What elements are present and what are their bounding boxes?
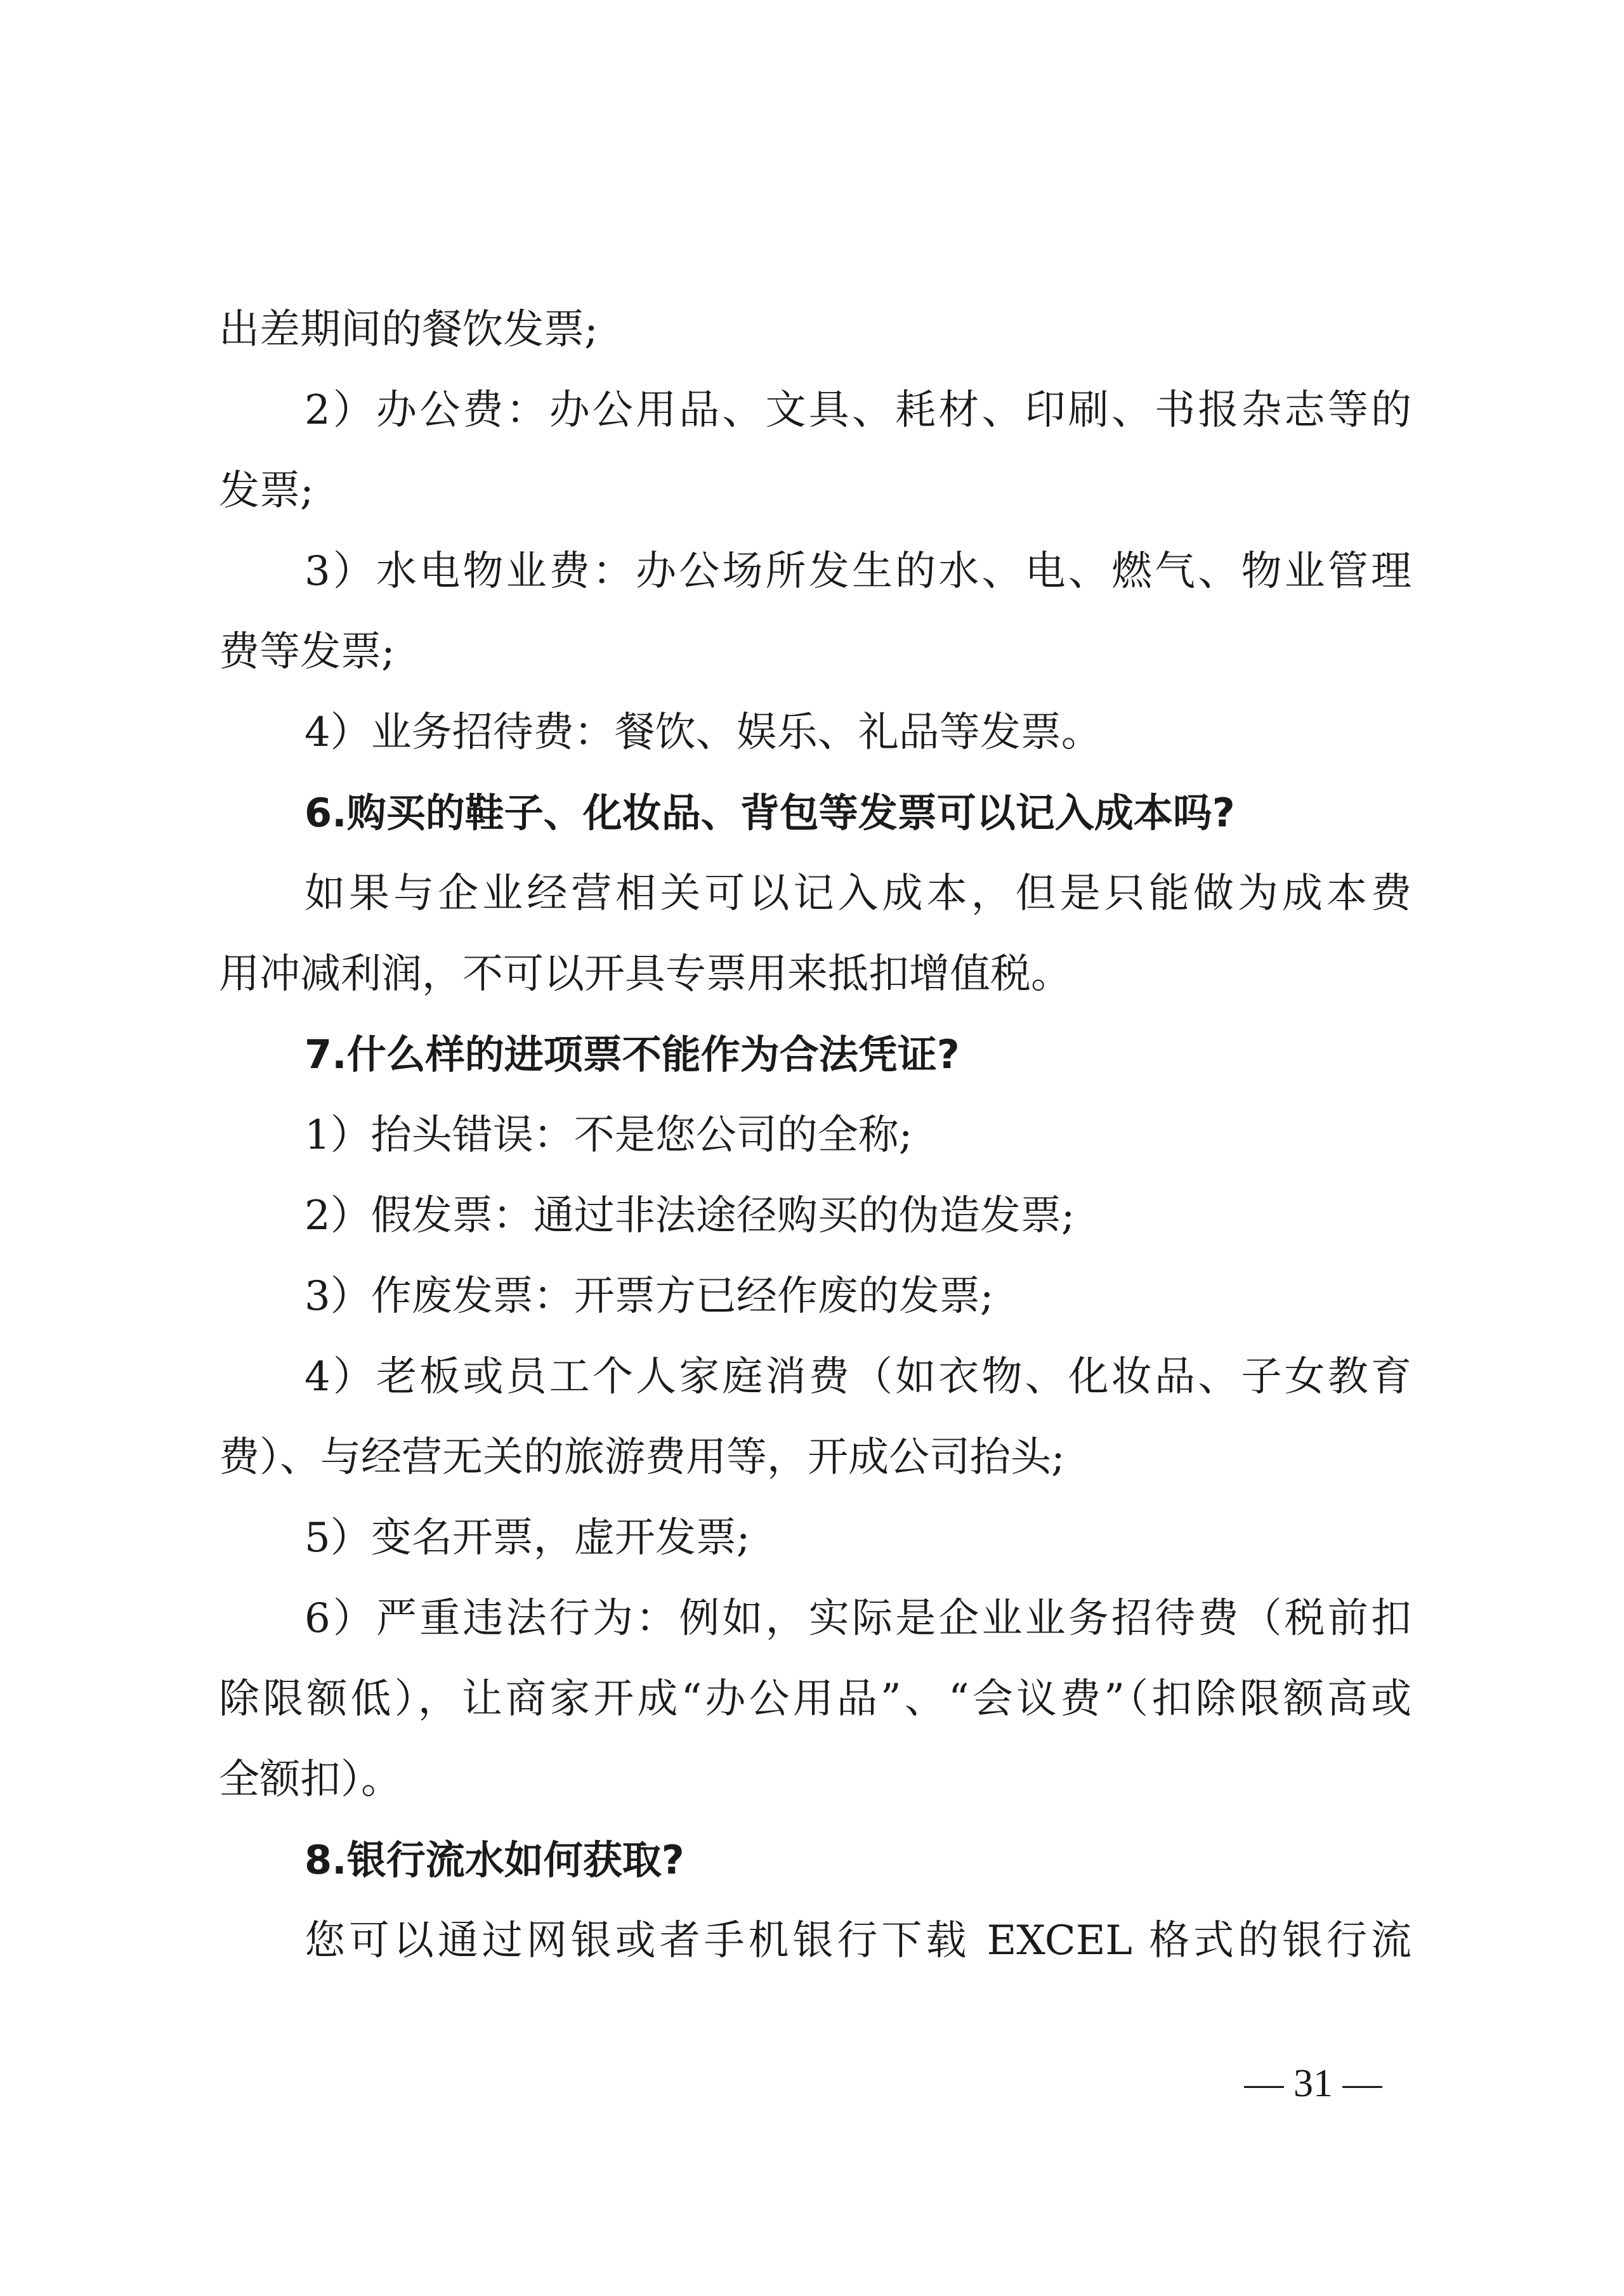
text-line: 2）办公费：办公用品、文具、耗材、印刷、书报杂志等的 <box>304 387 1411 434</box>
section-heading: 6.购买的鞋子、化妆品、背包等发票可以记入成本吗? <box>304 790 1235 836</box>
text-line: 3）水电物业费：办公场所发生的水、电、燃气、物业管理 <box>304 548 1411 595</box>
text-line: 费）、与经营无关的旅游费用等，开成公司抬头; <box>219 1434 1065 1481</box>
text-line: 2）假发票：通过非法途径购买的伪造发票; <box>304 1192 1075 1239</box>
section-heading: 8.银行流水如何获取? <box>304 1837 684 1883</box>
text-line: 如果与企业经营相关可以记入成本，但是只能做为成本费 <box>304 870 1411 917</box>
text-line: 6）严重违法行为：例如，实际是企业业务招待费（税前扣 <box>304 1595 1411 1642</box>
text-line: 1）抬头错误：不是您公司的全称; <box>304 1112 913 1159</box>
text-line: 您可以通过网银或者手机银行下载 EXCEL 格式的银行流 <box>304 1917 1411 1964</box>
text-line: 除限额低），让商家开成“办公用品”、“会议费”（扣除限额高或 <box>219 1676 1411 1723</box>
text-line: 出差期间的餐饮发票; <box>219 306 598 353</box>
section-heading: 7.什么样的进项票不能作为合法凭证? <box>304 1031 960 1078</box>
text-line: 费等发票; <box>219 629 395 675</box>
page-number: — 31 — <box>1244 2062 1382 2105</box>
text-line: 4）业务招待费：餐饮、娱乐、礼品等发票。 <box>304 709 1102 756</box>
text-line: 全额扣）。 <box>219 1756 402 1803</box>
text-line: 发票; <box>219 467 314 514</box>
text-line: 4）老板或员工个人家庭消费（如衣物、化妆品、子女教育 <box>304 1353 1411 1400</box>
text-line: 5）变名开票，虚开发票; <box>304 1515 750 1562</box>
text-line: 用冲减利润，不可以开具专票用来抵扣增值税。 <box>219 951 1071 998</box>
text-line: 3）作废发票：开票方已经作废的发票; <box>304 1273 994 1320</box>
